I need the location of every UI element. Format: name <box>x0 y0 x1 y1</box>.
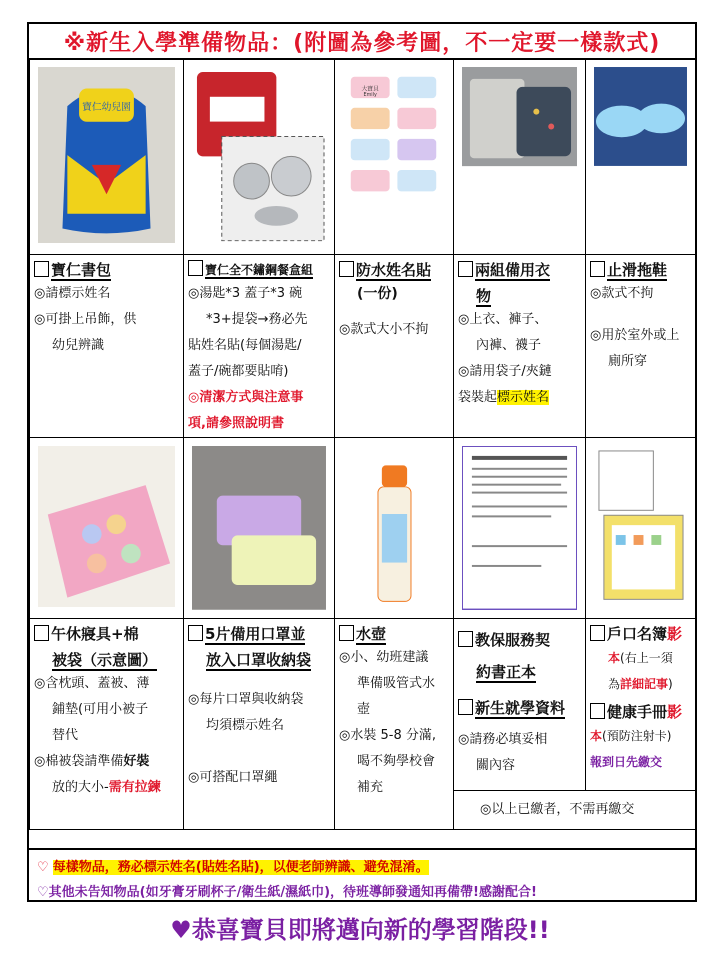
household-heading-2: 本 <box>608 651 621 665</box>
bedding-note-3: 替代 <box>52 728 79 743</box>
bedding-heading: 午休寢具+棉 <box>51 625 139 643</box>
enrollment-heading: 新生就學資料 <box>475 699 566 717</box>
health-book-heading-2: 本 <box>590 729 603 743</box>
slippers-checkbox[interactable] <box>590 261 605 277</box>
enrollment-checkbox[interactable] <box>458 699 473 715</box>
backpack-image <box>38 67 175 243</box>
clothes-note-3: ◎請用袋子/夾鏈 <box>458 364 552 379</box>
bedding-image <box>38 446 175 607</box>
bedding-photo <box>30 438 184 619</box>
lunchbox-photo <box>184 59 335 255</box>
clothes-checkbox[interactable] <box>458 261 473 277</box>
backpack-note-3: 幼兒辨識 <box>52 338 105 353</box>
bottle-image <box>343 446 445 606</box>
lunchbox-checkbox[interactable] <box>188 260 203 276</box>
item-bedding <box>30 619 184 830</box>
clothes-note-4-highlight: 標示姓名 <box>497 390 550 405</box>
bedding-note-4: ◎棉被袋請準備 <box>34 754 124 769</box>
note-label-names-text: 每樣物品，務必標示姓名(貼姓名貼)，以便老師辨識、避免混淆。 <box>52 860 429 875</box>
bottle-note-5: 喝不夠學校會 <box>357 754 436 769</box>
lunchbox-note-6: 項,請參照說明書 <box>188 416 284 431</box>
backpack-checkbox[interactable] <box>34 261 49 277</box>
health-book-checkbox[interactable] <box>590 703 605 719</box>
lunchbox-note-1: ◎湯匙*3 蓋子*3 碗 <box>188 286 303 301</box>
lunchbox-note-2: *3+提袋→務必先 <box>206 312 308 327</box>
name-labels-image <box>343 67 445 242</box>
already-submitted-note: ◎以上已繳者，不需再繳交 <box>480 801 635 817</box>
note-label-names <box>37 856 429 875</box>
name-labels-note: ◎款式大小不拘 <box>339 322 429 337</box>
bottle-photo <box>335 438 454 619</box>
slippers-note-2: ◎用於室外或上 <box>590 328 680 343</box>
slippers-image <box>594 67 687 245</box>
masks-note-2: 均須標示姓名 <box>206 718 285 733</box>
item-clothes <box>454 255 586 438</box>
contract-note-1: ◎請務必填妥相 <box>458 732 548 747</box>
lunchbox-note-3: 貼姓名貼(每個湯匙/ <box>188 338 302 353</box>
health-book-heading-2-tail: (預防注射卡) <box>602 729 672 743</box>
slippers-heading: 止滑拖鞋 <box>607 261 668 279</box>
household-image <box>594 446 687 609</box>
notes-section <box>29 848 695 904</box>
bottle-checkbox[interactable] <box>339 625 354 641</box>
household-heading: 戶口名簿 <box>607 625 668 643</box>
bottle-note-3: 壺 <box>357 702 371 717</box>
household-note-1: 為 <box>608 677 621 691</box>
backpack-photo <box>30 59 184 255</box>
slippers-photo <box>586 59 696 255</box>
bedding-note-4-bold: 好裝 <box>123 754 150 769</box>
item-masks <box>184 619 335 830</box>
clothes-heading: 兩組備用衣 <box>475 261 551 279</box>
item-contract-docs <box>454 619 586 791</box>
item-bottle <box>335 619 454 830</box>
lunchbox-image <box>192 67 326 246</box>
page-title: ※新生入學準備物品：(附圖為參考圖，不一定要一樣款式) <box>29 24 695 60</box>
backpack-note-1: ◎請標示姓名 <box>34 286 111 301</box>
backpack-note-2: ◎可掛上吊飾，供 <box>34 312 137 327</box>
label-tag-text: 大寶貝 <box>361 86 379 93</box>
lunchbox-note-4: 蓋子/碗都要貼唷) <box>188 364 289 379</box>
name-labels-checkbox[interactable] <box>339 261 354 277</box>
household-submit-note: 報到日先繳交 <box>590 755 663 769</box>
slippers-note-3: 廁所穿 <box>608 354 648 369</box>
clothes-note-2: 內褲、襪子 <box>476 338 542 353</box>
item-lunchbox <box>184 255 335 438</box>
item-name-labels <box>335 255 454 438</box>
bedding-note-5: 放的大小- <box>52 780 109 795</box>
masks-heading: 5片備用口罩並 <box>205 625 306 643</box>
masks-note-3: ◎可搭配口罩繩 <box>188 770 278 785</box>
contract-photo <box>454 438 586 619</box>
bedding-note-2: 鋪墊(可用小被子 <box>52 702 149 717</box>
congrats-footer: ♥恭喜寶貝即將邁向新的學習階段!! <box>170 916 550 944</box>
bedding-note-1: ◎含枕頭、蓋被、薄 <box>34 676 150 691</box>
bedding-heading-2: 被袋（示意圖） <box>52 651 158 669</box>
household-checkbox[interactable] <box>590 625 605 641</box>
lunchbox-note-5: ◎清潔方式與注意事 <box>188 390 304 405</box>
masks-checkbox[interactable] <box>188 625 203 641</box>
masks-note-1: ◎每片口罩與收納袋 <box>188 692 304 707</box>
household-note-1-tail: ) <box>668 677 673 691</box>
bedding-note-5-red: 需有拉鍊 <box>108 780 161 795</box>
contract-checkbox[interactable] <box>458 631 473 647</box>
household-heading-red: 影 <box>667 625 683 643</box>
note-other-items: ♡其他未告知物品(如牙膏牙刷杯子/衛生紙/濕紙巾)，待班導師發通知再備帶!感謝配合! <box>37 885 537 900</box>
backpack-logo-text: 寶仁幼兒園 <box>82 102 131 114</box>
masks-heading-2: 放入口罩收納袋 <box>206 651 312 669</box>
contract-note-2: 關內容 <box>476 758 516 773</box>
item-household <box>586 619 696 791</box>
bottle-note-4: ◎水裝 5-8 分滿, <box>339 728 436 743</box>
clothes-note-4: 袋裝起 <box>458 390 498 405</box>
household-photo <box>586 438 696 619</box>
contract-image <box>462 446 577 610</box>
label-name-text: Emily <box>363 92 377 99</box>
supply-grid <box>29 58 696 830</box>
household-note-1-red: 詳細記事 <box>620 677 669 691</box>
item-slippers <box>586 255 696 438</box>
slippers-note-1: ◎款式不拘 <box>590 286 654 301</box>
health-book-heading-red: 影 <box>667 703 683 721</box>
name-labels-heading: 防水姓名貼 <box>356 261 432 279</box>
household-heading-2-tail: (右上一須 <box>620 651 673 665</box>
bedding-checkbox[interactable] <box>34 625 49 641</box>
masks-photo <box>184 438 335 619</box>
clothes-note-1: ◎上衣、褲子、 <box>458 312 548 327</box>
lunchbox-heading: 寶仁全不鏽鋼餐盒組 <box>205 263 314 277</box>
bottle-note-2: 準備吸管式水 <box>357 676 436 691</box>
name-labels-photo <box>335 59 454 255</box>
sheet <box>27 22 697 902</box>
bottle-heading: 水壺 <box>356 625 387 643</box>
name-labels-qty: (一份) <box>357 286 398 302</box>
bottle-note-6: 補充 <box>357 780 384 795</box>
health-book-heading: 健康手冊 <box>607 703 668 721</box>
contract-heading: 教保服務契 <box>475 631 551 649</box>
item-backpack <box>30 255 184 438</box>
masks-image <box>192 446 326 610</box>
contract-heading-2: 約書正本 <box>476 663 537 681</box>
clothes-heading-2: 物 <box>476 287 492 305</box>
clothes-photo <box>454 59 586 255</box>
note-heart-icon: ♡ <box>37 860 53 875</box>
already-submitted-cell <box>454 790 696 829</box>
bottle-note-1: ◎小、幼班建議 <box>339 650 429 665</box>
clothes-image <box>462 67 577 245</box>
backpack-heading: 寶仁書包 <box>51 261 112 279</box>
